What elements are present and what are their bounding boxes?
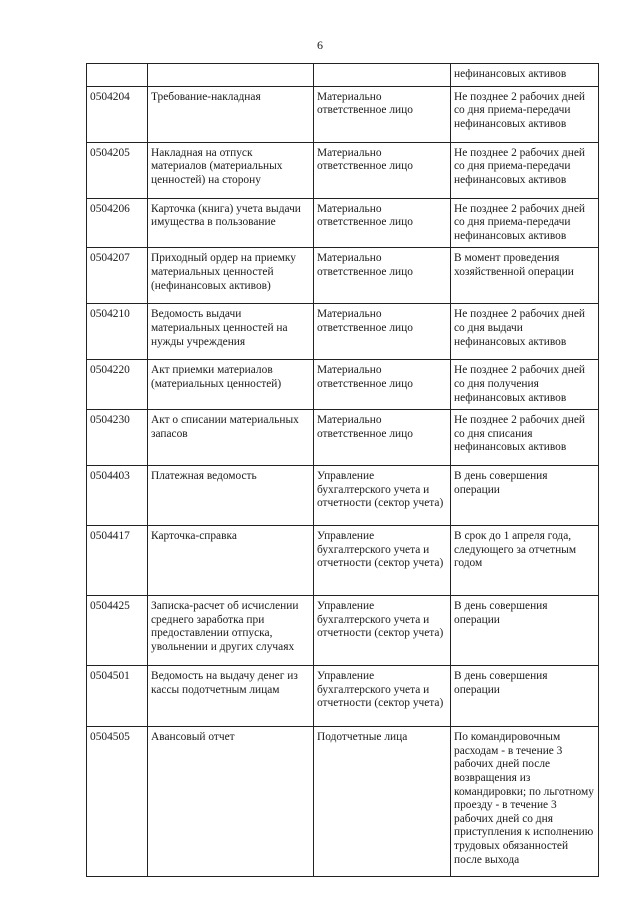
- cell-responsible: Материально ответственное лицо: [314, 86, 451, 142]
- cell-name: Приходный ордер на приемку материальных ценностей (нефинансовых активов): [148, 248, 314, 304]
- cell-responsible: Материально ответственное лицо: [314, 142, 451, 198]
- cell-name: [148, 64, 314, 87]
- table-row: [87, 248, 599, 304]
- cell-code: 0504403: [87, 466, 148, 526]
- cell-responsible: Материально ответственное лицо: [314, 410, 451, 466]
- cell-code: [87, 64, 148, 87]
- cell-code: 0504204: [87, 86, 148, 142]
- cell-deadline: В день совершения операции: [451, 596, 599, 666]
- table-row: [87, 304, 599, 360]
- document-table: [86, 63, 599, 877]
- cell-deadline: нефинансовых активов: [451, 64, 599, 87]
- cell-responsible: Материально ответственное лицо: [314, 304, 451, 360]
- table-row: [87, 526, 599, 596]
- table-row: [87, 410, 599, 466]
- table-row: [87, 666, 599, 727]
- cell-deadline: В момент проведения хозяйственной операции: [451, 248, 599, 304]
- cell-deadline: В день совершения операции: [451, 666, 599, 727]
- table-row: [87, 596, 599, 666]
- cell-responsible: Управление бухгалтерского учета и отчетности (сектор учета): [314, 526, 451, 596]
- cell-deadline: Не позднее 2 рабочих дней со дня списания нефинансовых активов: [451, 410, 599, 466]
- cell-name: Записка-расчет об исчислении среднего заработка при предоставлении отпуска, увольнении и других случаях: [148, 596, 314, 666]
- cell-name: Требование-накладная: [148, 86, 314, 142]
- cell-deadline: Не позднее 2 рабочих дней со дня приема-передачи нефинансовых активов: [451, 142, 599, 198]
- cell-deadline: Не позднее 2 рабочих дней со дня получения нефинансовых активов: [451, 360, 599, 410]
- table-row: [87, 86, 599, 142]
- cell-responsible: Материально ответственное лицо: [314, 198, 451, 248]
- cell-responsible: [314, 64, 451, 87]
- cell-name: Ведомость на выдачу денег из кассы подотчетным лицам: [148, 666, 314, 727]
- cell-code: 0504417: [87, 526, 148, 596]
- cell-code: 0504205: [87, 142, 148, 198]
- table-row: [87, 198, 599, 248]
- cell-code: 0504425: [87, 596, 148, 666]
- cell-deadline: Не позднее 2 рабочих дней со дня выдачи нефинансовых активов: [451, 304, 599, 360]
- cell-code: 0504220: [87, 360, 148, 410]
- cell-code: 0504206: [87, 198, 148, 248]
- cell-code: 0504505: [87, 727, 148, 877]
- cell-deadline: В срок до 1 апреля года, следующего за отчетным годом: [451, 526, 599, 596]
- cell-responsible: Материально ответственное лицо: [314, 360, 451, 410]
- table-row: [87, 142, 599, 198]
- cell-responsible: Подотчетные лица: [314, 727, 451, 877]
- table-row-continuation: [87, 64, 599, 87]
- cell-code: 0504501: [87, 666, 148, 727]
- cell-responsible: Управление бухгалтерского учета и отчетности (сектор учета): [314, 466, 451, 526]
- cell-name: Ведомость выдачи материальных ценностей на нужды учреждения: [148, 304, 314, 360]
- cell-deadline: По командировочным расходам - в течение 3 рабочих дней после возвращения из командировки; по льготному проезду - в течение 3 рабочих дней со дня приступления к исполнению трудовых обязанностей после выхода: [451, 727, 599, 877]
- cell-code: 0504230: [87, 410, 148, 466]
- page-number: 6: [317, 38, 323, 52]
- cell-responsible: Материально ответственное лицо: [314, 248, 451, 304]
- cell-code: 0504207: [87, 248, 148, 304]
- cell-name: Акт о списании материальных запасов: [148, 410, 314, 466]
- cell-name: Акт приемки материалов (материальных ценностей): [148, 360, 314, 410]
- cell-deadline: Не позднее 2 рабочих дней со дня приема-передачи нефинансовых активов: [451, 198, 599, 248]
- table-row: [87, 466, 599, 526]
- cell-name: Платежная ведомость: [148, 466, 314, 526]
- cell-responsible: Управление бухгалтерского учета и отчетности (сектор учета): [314, 666, 451, 727]
- cell-responsible: Управление бухгалтерского учета и отчетности (сектор учета): [314, 596, 451, 666]
- cell-deadline: Не позднее 2 рабочих дней со дня приема-передачи нефинансовых активов: [451, 86, 599, 142]
- cell-name: Карточка-справка: [148, 526, 314, 596]
- cell-name: Накладная на отпуск материалов (материальных ценностей) на сторону: [148, 142, 314, 198]
- table-row: [87, 727, 599, 877]
- cell-deadline: В день совершения операции: [451, 466, 599, 526]
- cell-name: Авансовый отчет: [148, 727, 314, 877]
- cell-code: 0504210: [87, 304, 148, 360]
- table-row: [87, 360, 599, 410]
- cell-name: Карточка (книга) учета выдачи имущества в пользование: [148, 198, 314, 248]
